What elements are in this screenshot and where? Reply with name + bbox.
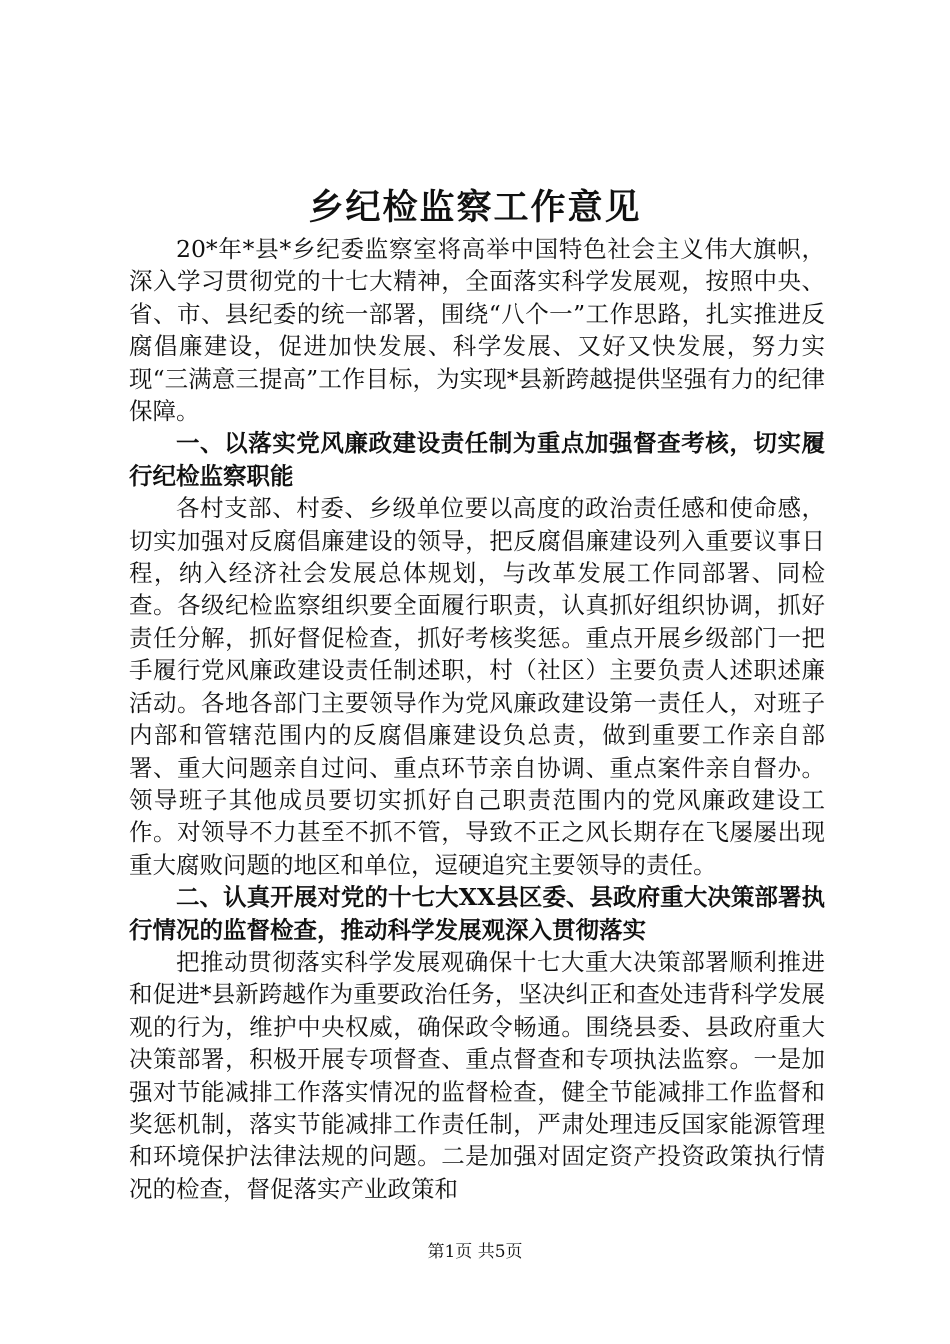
document-body — [129, 233, 825, 1205]
section-heading-2: 二、认真开展对党的十七大XX县区委、县政府重大决策部署执行情况的监督检查，推动科学发展观深入贯彻落实 — [129, 883, 825, 944]
section-paragraph-1: 各村支部、村委、乡级单位要以高度的政治责任感和使命感，切实加强对反腐倡廉建设的领导，把反腐倡廉建设列入重要议事日程，纳入经济社会发展总体规划，与改革发展工作同部署、同检查。各级纪检监察组织要全面履行职责，认真抓好组织协调，抓好责任分解，抓好督促检查，抓好考核奖惩。重点开展乡级部门一把手履行党风廉政建设责任制述职，村（社区）主要负责人述职述廉活动。各地各部门主要领导作为党风廉政建设第一责任人，对班子内部和管辖范围内的反腐倡廉建设负总责，做到重要工作亲自部署、重大问题亲自过问、重点环节亲自协调、重点案件亲自督办。领导班子其他成员要切实抓好自己职责范围内的党风廉政建设工作。对领导不力甚至不抓不管，导致不正之风长期存在飞屡屡出现重大腐败问题的地区和单位，逗硬追究主要领导的责任。 — [129, 494, 825, 879]
document-title: 乡纪检监察工作意见 — [308, 187, 642, 228]
intro-paragraph: 20*年*县*乡纪委监察室将高举中国特色社会主义伟大旗帜，深入学习贯彻党的十七大精神，全面落实科学发展观，按照中央、省、市、县纪委的统一部署，围绕“八个一”工作思路，扎实推进反腐倡廉建设，促进加快发展、科学发展、又好又快发展，努力实现“三满意三提高”工作目标，为实现*县新跨越提供坚强有力的纪律保障。 — [129, 235, 825, 426]
section-heading-1: 一、以落实党风廉政建设责任制为重点加强督查考核，切实履行纪检监察职能 — [129, 429, 825, 490]
section-paragraph-2: 把推动贯彻落实科学发展观确保十七大重大决策部署顺利推进和促进*县新跨越作为重要政治任务，坚决纠正和查处违背科学发展观的行为，维护中央权威，确保政令畅通。围绕县委、县政府重大决策部署，积极开展专项督查、重点督查和专项执法监察。一是加强对节能减排工作落实情况的监督检查，健全节能减排工作监督和奖惩机制，落实节能减排工作责任制，严肃处理违反国家能源管理和环境保护法律法规的问题。二是加强对固定资产投资政策执行情况的检查，督促落实产业政策和 — [129, 947, 825, 1203]
page-number-footer: 第1页 共5页 — [427, 1242, 523, 1262]
